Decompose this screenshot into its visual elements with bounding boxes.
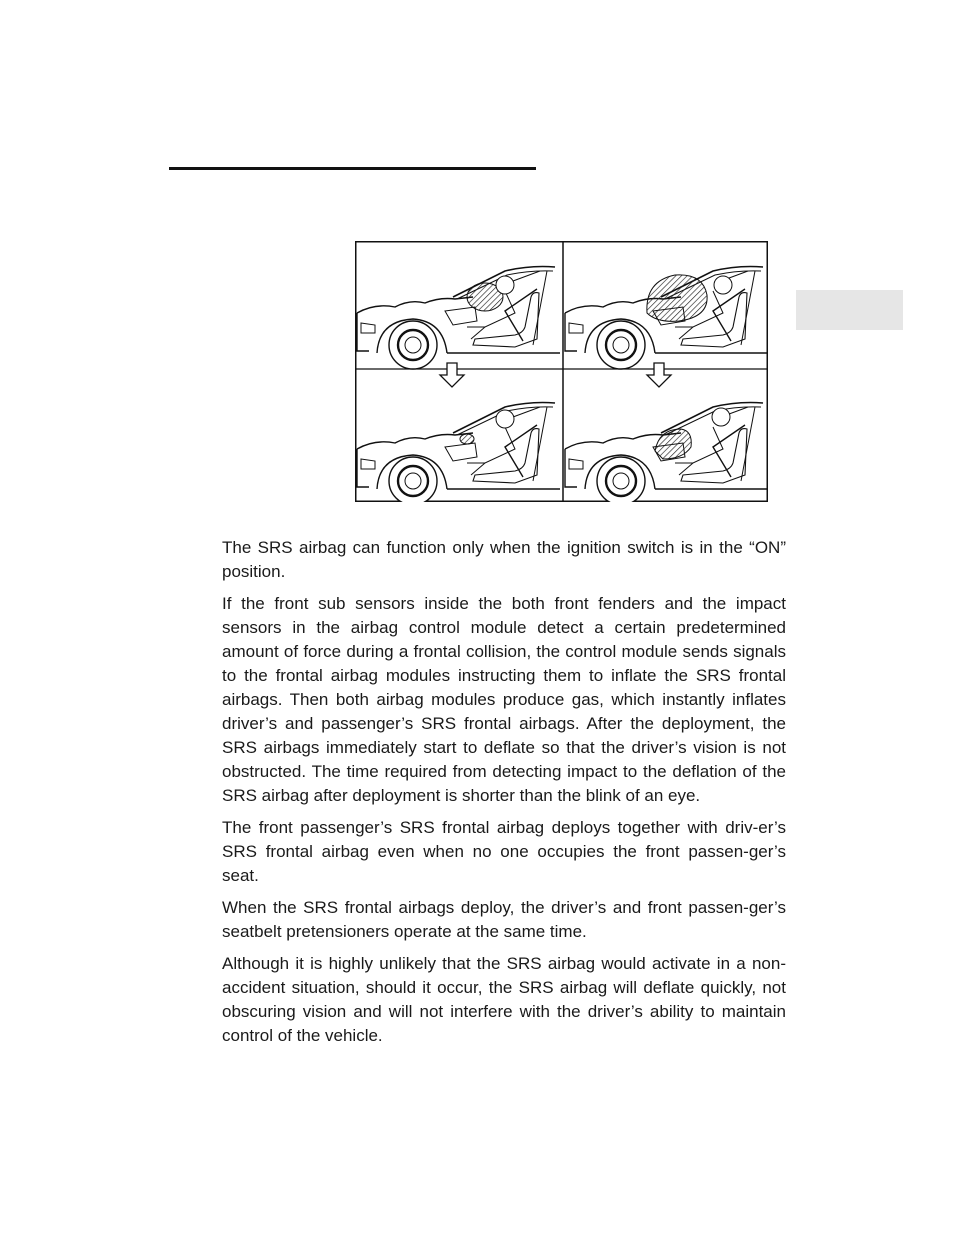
airbag-deployment-figure	[355, 241, 768, 502]
chapter-thumb-tab	[796, 290, 903, 330]
paragraph: The SRS airbag can function only when the ignition switch is in the “ON” position.	[222, 538, 786, 581]
down-arrow-icon	[647, 363, 671, 387]
paragraph: If the front sub sensors inside the both front fenders and the impact sensors in the airbag control module detect a certain predetermined amount of force during a frontal collision, the control module sends signals to the frontal airbag modules instructing them to inflate the SRS frontal airbags. Then both airbag modules produce gas, which instantly inflates driver’s and passenger’s SRS frontal airbags. After the deployment, the SRS airbags immediately start to deflate so that the driver’s vision is not obstructed. The time required from detecting impact to the deflation of the SRS airbag after deployment is shorter than the blink of an eye.	[222, 594, 786, 805]
paragraph: Although it is highly unlikely that the SRS airbag would activate in a non-accident situation, should it occur, the SRS airbag will deflate quickly, not obscuring vision and will not interfere with the driver’s ability to maintain control of the vehicle.	[222, 954, 786, 1045]
panel-passenger-deflated	[565, 403, 768, 503]
body-text	[222, 536, 786, 1056]
down-arrow-icon	[440, 363, 464, 387]
panel-driver-deflated	[357, 403, 560, 503]
panel-passenger-inflated	[565, 267, 768, 370]
panel-driver-inflated	[357, 267, 560, 370]
paragraph: When the SRS frontal airbags deploy, the driver’s and front passen-ger’s seatbelt pretensioners operate at the same time.	[222, 898, 786, 941]
section-title-rule	[169, 167, 536, 170]
paragraph: The front passenger’s SRS frontal airbag deploys together with driv-er’s SRS frontal airbag even when no one occupies the front passen-ger’s seat.	[222, 818, 786, 885]
